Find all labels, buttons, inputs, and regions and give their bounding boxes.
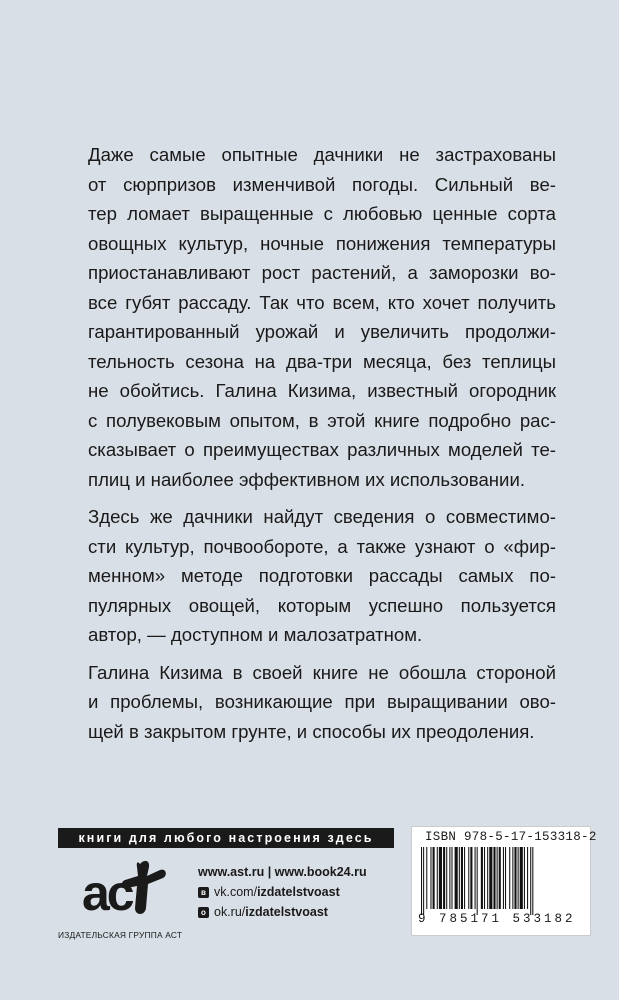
barcode-bar xyxy=(433,847,435,909)
barcode-bar xyxy=(468,847,469,909)
isbn: ISBN 978-5-17-153318-2 xyxy=(425,830,597,844)
blurb-line: приостанавливают рост растений, а заморозки во- xyxy=(88,262,556,283)
barcode-bar xyxy=(423,847,424,915)
blurb-line: и проблемы, возникающие при выращивании ово- xyxy=(88,691,556,712)
barcode-bar xyxy=(443,847,445,909)
barcode-bar xyxy=(421,847,422,915)
barcode-bar xyxy=(426,847,427,909)
barcode-bar xyxy=(505,847,506,909)
tagline: книги для любого настроения здесь xyxy=(58,828,394,848)
barcode-bar xyxy=(461,847,463,909)
barcode-bar xyxy=(455,847,458,909)
barcode-bar xyxy=(493,847,495,909)
blurb-line: не обойтись. Галина Кизима, известный огородник xyxy=(88,380,556,401)
publisher-links xyxy=(198,862,367,922)
blurb-line: Здесь же дачники найдут сведения о совместимо- xyxy=(88,506,556,527)
blurb-line: автор, — доступном и малозатратном. xyxy=(88,624,423,645)
blurb-line: Даже самые опытные дачники не застрахованы xyxy=(88,144,556,165)
blurb-line: все губят рассаду. Так что всем, кто хочет получить xyxy=(88,291,556,313)
barcode-bar xyxy=(464,847,465,909)
blurb-line: овощных культур, ночные понижения температуры xyxy=(88,232,556,254)
blurb-paragraph xyxy=(88,658,556,747)
ok-prefix: ok.ru/ xyxy=(214,905,246,919)
barcode-bar xyxy=(439,847,442,909)
barcode-bar xyxy=(430,847,431,909)
barcode-bar xyxy=(475,847,476,909)
vk-handle: izdatelstvoast xyxy=(257,885,340,899)
barcode-bar xyxy=(484,847,485,909)
barcode-bar xyxy=(527,847,528,909)
blurb-line: Галина Кизима в своей книге не обошла стороной xyxy=(88,661,556,683)
blurb-line: менном» методе подготовки рассады самых по- xyxy=(88,565,556,586)
barcode-bar xyxy=(509,847,510,909)
vk-prefix: vk.com/ xyxy=(214,885,258,899)
barcode-bar xyxy=(489,847,492,909)
barcode-bar xyxy=(524,847,525,909)
barcode-bar xyxy=(499,847,501,909)
barcode-bar xyxy=(446,847,447,909)
barcode-bar xyxy=(449,847,450,909)
barcode-bar xyxy=(470,847,472,909)
odnoklassniki-icon: о xyxy=(198,907,209,918)
barcode-bar xyxy=(497,847,498,909)
ok-link[interactable] xyxy=(198,902,367,922)
blurb-line: пулярных овощей, которым успешно пользуется xyxy=(88,594,556,616)
barcode-bar xyxy=(518,847,519,909)
barcode-bar xyxy=(487,847,488,909)
blurb-paragraph xyxy=(88,502,556,650)
barcode-bar xyxy=(514,847,516,909)
barcode-bar xyxy=(451,847,452,909)
blurb-line: плиц и наиболее эффективном их использовании. xyxy=(88,468,525,490)
blurb-line: гарантированный урожай и увеличить продолжи- xyxy=(88,321,556,342)
barcode-bar xyxy=(459,847,460,909)
blurb-line: тельность сезона на два-три месяца, без теплицы xyxy=(88,350,556,372)
ast-logo xyxy=(80,858,170,920)
blurb-line: сти культур, почвообороте, а также узнают о «фир- xyxy=(88,535,556,557)
blurb-line: щей в закрытом грунте, и способы их преодоления. xyxy=(88,720,535,742)
vk-icon: в xyxy=(198,887,209,898)
barcode-bar xyxy=(481,847,483,909)
blurb-line: тер ломает выращенные с любовью ценные сорта xyxy=(88,203,556,224)
barcode-bar xyxy=(477,847,478,915)
svg-text:ac: ac xyxy=(82,865,132,920)
blurb-line: от сюрпризов изменчивой погоды. Сильный ве- xyxy=(88,173,556,195)
barcode-bar xyxy=(520,847,523,909)
barcode-bar xyxy=(512,847,513,909)
blurb-line: с полувековым опытом, в этой книге подробно рас- xyxy=(88,409,556,431)
barcode-bar xyxy=(530,847,531,915)
blurb-line: сказывает о преимуществах различных моделей те- xyxy=(88,439,556,460)
barcode-bar xyxy=(532,847,533,915)
publisher-name: ИЗДАТЕЛЬСКАЯ ГРУППА АСТ xyxy=(58,930,183,940)
barcode-bar xyxy=(437,847,438,909)
barcode-bar xyxy=(503,847,504,909)
barcode-number: 9 785171 533182 xyxy=(418,912,576,926)
ok-handle: izdatelstvoast xyxy=(245,905,328,919)
website-links[interactable]: www.ast.ru | www.book24.ru xyxy=(198,865,367,879)
vk-link[interactable] xyxy=(198,882,367,902)
barcode xyxy=(419,847,585,915)
blurb-paragraph xyxy=(88,140,556,494)
back-cover-blurb xyxy=(88,140,556,746)
